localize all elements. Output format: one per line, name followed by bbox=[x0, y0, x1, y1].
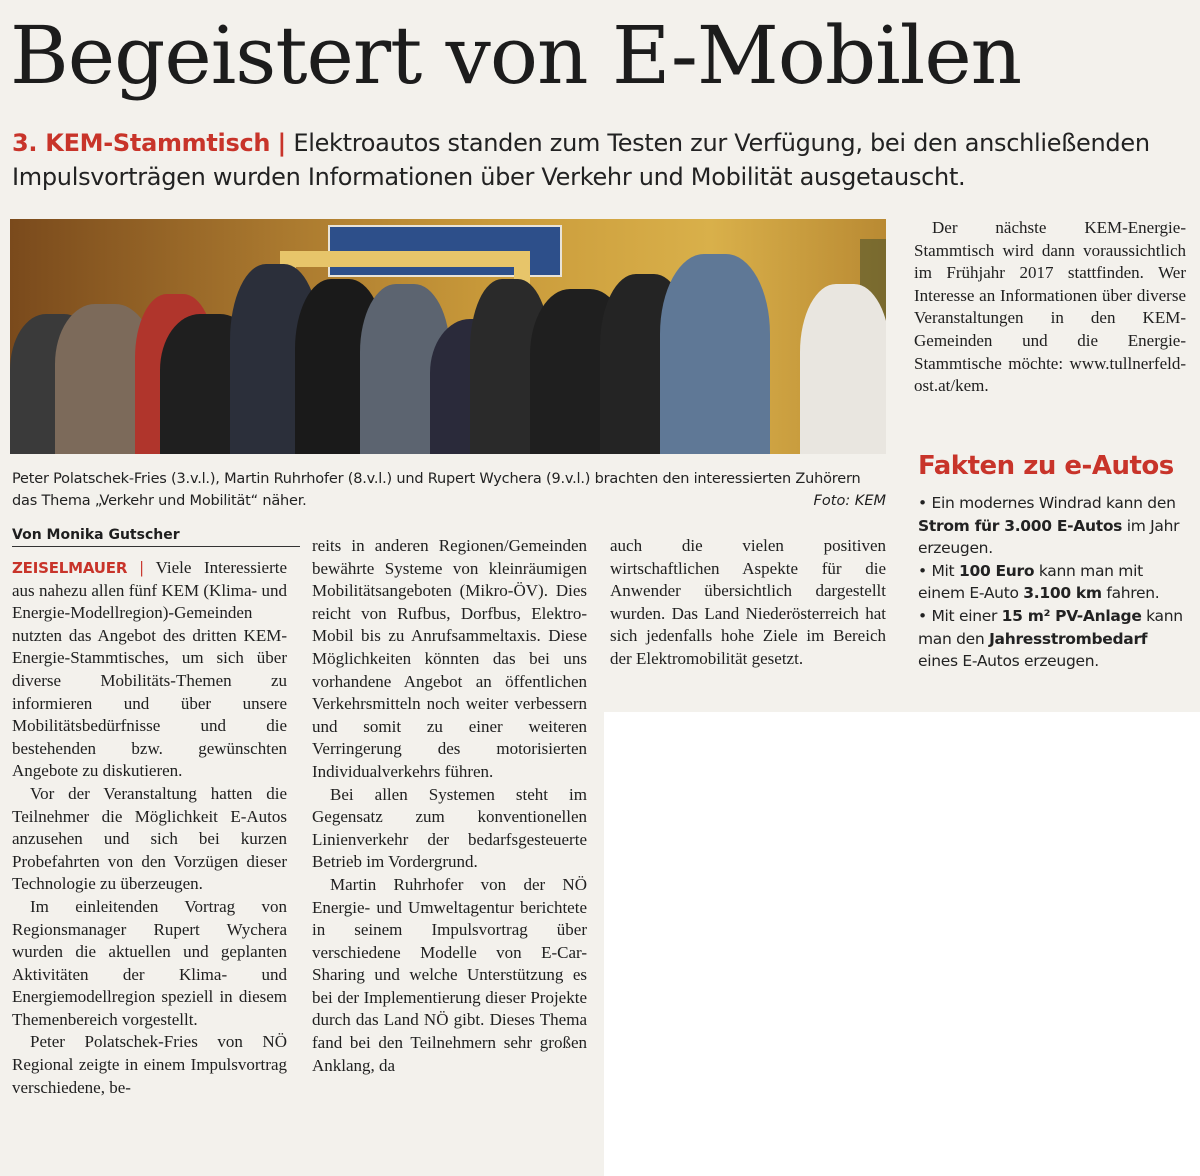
sidebar-paragraph: Der nächste KEM-Energie-Stammtisch wird dann voraussichtlich im Frühjahr 2017 stattfinden. Wer Interesse an Informationen über diverse Veranstaltungen in den KEM-Gemeinden und die Energie-Stammtische möchte: www.tullnerfeld-ost.at/kem. bbox=[914, 218, 1186, 396]
fact-highlight: 3.100 km bbox=[1023, 584, 1102, 603]
fact-highlight: Jahresstrombedarf bbox=[989, 629, 1148, 648]
article-paragraph: reits in anderen Regionen/Gemeinden bewährte Systeme von kleinräumigen Mobilitätsangeboten (Mikro-ÖV). Dies reicht von Rufbus, Dorfbus, Elektro-Mobil bis zu Anrufsammeltaxis. Diese Möglichkeiten könnten das bei uns vorhandene Angebot an öffentlichen Verkehrsmitteln noch weiter verbessern und somit zu einer weiteren Verringerung des motorisierten Individualverkehrs führen. bbox=[312, 536, 587, 781]
headline: Begeistert von E-Mobilen bbox=[10, 9, 1022, 102]
article-paragraph bbox=[12, 557, 287, 783]
article-column-3 bbox=[610, 535, 886, 705]
fact-text: kann man mit einem E-Auto bbox=[918, 561, 1143, 603]
author-byline: Von Monika Gutscher bbox=[12, 524, 300, 547]
article-paragraph: Im einleitenden Vortrag von Regionsmanager Rupert Wychera wurden die aktuellen und geplanten Aktivitäten der Klima- und Energiemodellregion speziell in diesem Themenbereich vorgestellt. bbox=[12, 896, 287, 1029]
fact-item bbox=[918, 560, 1188, 605]
photo-caption: Peter Polatschek-Fries (3.v.l.), Martin Ruhrhofer (8.v.l.) und Rupert Wychera (9.v.l.) brachten den interessierten Zuhörern das Thema „Verkehr und Mobilität“ näher. bbox=[12, 471, 861, 509]
lead-text: Viele Interessierte aus nahezu allen fünf KEM (Klima- und Energie-Modellregion)-Gemeinden nutzten das Angebot des dritten KEM-Energie-Stammtisches, um sich über diverse Mobilitäts-Themen zu informieren und über unsere Mobilitätsbedürfnisse und die bestehenden bzw. gewünschten Angebote zu diskutieren. bbox=[12, 558, 287, 781]
article-paragraph: Vor der Veranstaltung hatten die Teilnehmer die Möglichkeit E-Autos anzusehen und sich bei kurzen Probefahrten von den Vorzügen dieser Technologie zu überzeugen. bbox=[12, 783, 287, 894]
fact-text: im Jahr erzeugen. bbox=[918, 516, 1180, 558]
subhead-kicker: 3. KEM-Stammtisch bbox=[12, 129, 271, 157]
fact-highlight: Strom für 3.000 E-Autos bbox=[918, 516, 1123, 535]
dateline: ZEISELMAUER bbox=[12, 559, 128, 577]
fact-item bbox=[918, 492, 1188, 560]
article-paragraph: Bei allen Systemen steht im Gegensatz zum konventionellen Linienverkehr der bedarfsgesteuerte Betrieb im Vordergrund. bbox=[312, 784, 587, 872]
fact-text: • Mit bbox=[918, 561, 959, 580]
dateline-separator: | bbox=[139, 558, 144, 577]
subheadline bbox=[12, 126, 1182, 194]
fact-highlight: 100 Euro bbox=[958, 561, 1035, 580]
fact-text: eines E-Autos erzeugen. bbox=[918, 652, 1099, 671]
subhead-separator: | bbox=[277, 129, 286, 157]
group-photo bbox=[10, 219, 886, 454]
fact-highlight: 15 m² PV-Anlage bbox=[1001, 606, 1142, 625]
photo-credit: Foto: KEM bbox=[813, 493, 886, 509]
fact-item bbox=[918, 605, 1188, 673]
empty-area bbox=[604, 712, 1200, 1176]
article-column-2 bbox=[312, 535, 587, 1172]
article-paragraph: Peter Polatschek-Fries von NÖ Regional zeigte in einem Impulsvortrag verschiedene, be- bbox=[12, 1032, 287, 1097]
facts-box bbox=[918, 492, 1188, 673]
sidebar-note bbox=[914, 217, 1186, 398]
fact-text: fahren. bbox=[1101, 584, 1160, 603]
fact-text: kann man den bbox=[918, 606, 1183, 648]
facts-title: Fakten zu e-Autos bbox=[918, 451, 1174, 481]
article-paragraph: auch die vielen positiven wirtschaftlichen Aspekte für die Anwender übersichtlich dargestellt wurden. Das Land Niederösterreich hat sich jedenfalls hohe Ziele im Bereich der Elektromobilität gesetzt. bbox=[610, 536, 886, 668]
photo-person bbox=[660, 254, 770, 454]
subhead-text: Elektroautos standen zum Testen zur Verfügung, bei den anschließenden Impulsvorträgen wurden Informationen über Verkehr und Mobilität ausgetauscht. bbox=[12, 129, 1150, 191]
fact-text: • Ein modernes Windrad kann den bbox=[918, 494, 1176, 512]
photo-person bbox=[800, 284, 886, 454]
fact-text: • Mit einer bbox=[918, 606, 1002, 625]
article-paragraph: Martin Ruhrhofer von der NÖ Energie- und Umweltagentur berichtete in seinem Impulsvortrag über verschiedene Modelle von E-Car-Sharing und welche Unterstützung es bei der Implementierung dieser Projekte durch das Land NÖ gibt. Dieses Thema fand bei den Teilnehmern sehr großen Anklang, da bbox=[312, 874, 587, 1075]
article-column-1 bbox=[12, 557, 287, 1172]
